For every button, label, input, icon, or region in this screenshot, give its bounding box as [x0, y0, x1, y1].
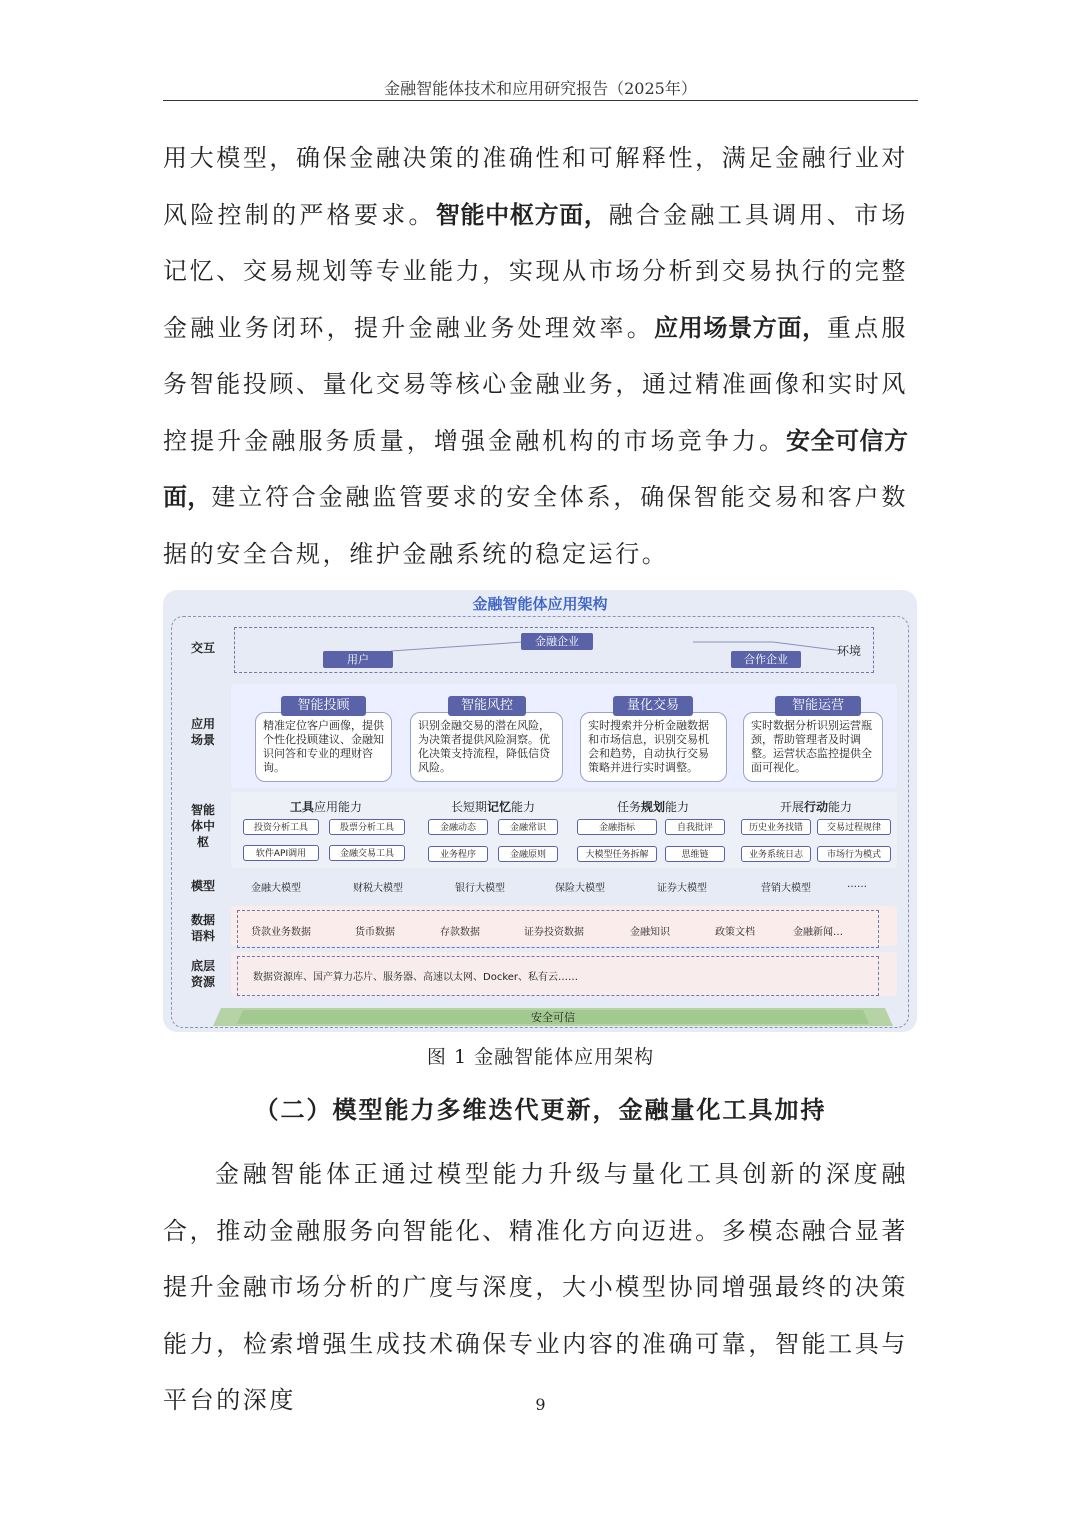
capability-chip: 投资分析工具 — [243, 819, 319, 835]
capability-chip: 金融交易工具 — [329, 845, 405, 861]
cap-pre: 开展 — [779, 800, 804, 814]
data-item: 政策文档 — [715, 927, 755, 938]
capability-chip: 业务系统日志 — [741, 846, 811, 862]
scenario-title: 智能风控 — [448, 696, 526, 716]
p1-text-3: 重点服务智能投顾、量化交易等核心金融业务，通过精准画像和实时风控提升金融服务质量，增强金融机构的市场竞争力。 — [163, 313, 908, 455]
capability-chip: 软件API调用 — [243, 845, 319, 861]
cap-post: 能力 — [665, 800, 690, 814]
scenario-box: 精准定位客户画像，提供个性化投顾建议、金融知识问答和专业的理财咨询。 — [255, 712, 392, 782]
page-number: 9 — [535, 1395, 546, 1414]
scenario-box: 实时搜索并分析金融数据和市场信息，识别交易机会和趋势，自动执行交易策略并进行实时调整。 — [580, 712, 727, 782]
header-divider — [163, 100, 918, 101]
scenario-title: 量化交易 — [613, 696, 693, 716]
capability-title-memory — [408, 798, 578, 815]
row-label-model: 模型 — [190, 879, 215, 893]
cap-pre: 长短期 — [450, 800, 487, 814]
cap-pre: 任务 — [616, 800, 641, 814]
data-item: 货币数据 — [355, 927, 395, 938]
section-heading: （二）模型能力多维迭代更新，金融量化工具加持 — [254, 1096, 827, 1124]
figure-title: 金融智能体应用架构 — [472, 595, 608, 613]
model-row — [163, 879, 917, 895]
figure-caption: 图 1 金融智能体应用架构 — [426, 1046, 655, 1068]
capability-title-action — [731, 798, 901, 815]
user-pill: 用户 — [323, 651, 393, 668]
row-label-infra: 底层资源 — [190, 959, 215, 989]
scenario-title: 智能投顾 — [281, 696, 366, 716]
enterprise-pill: 金融企业 — [521, 633, 593, 650]
cap-bold: 工具 — [289, 800, 314, 814]
cap-post: 能力 — [511, 800, 536, 814]
scenario-box: 识别金融交易的潜在风险，为决策者提供风险洞察。优化决策支持流程，降低信贷风险。 — [410, 712, 563, 782]
cap-post: 应用能力 — [314, 800, 363, 814]
capability-chip: 金融动态 — [428, 819, 488, 835]
model-item: …… — [847, 879, 867, 890]
p1-bold-hub: 智能中枢方面， — [435, 200, 609, 229]
p1-bold-scenarios: 应用场景方面， — [654, 313, 827, 342]
data-row — [163, 923, 917, 937]
p1-text-2: 融合金融工具调用、市场记忆、交易规划等专业能力，实现从市场分析到交易执行的完整金融业务闭环，提升金融业务处理效率。 — [163, 200, 909, 342]
body-paragraph-2: 金融智能体正通过模型能力升级与量化工具创新的深度融合，推动金融服务向智能化、精准化方向迈进。多模态融合显著提升金融市场分析的广度与深度，大小模型协同增强最终的决策能力，检索增强生成技术确保专业内容的准确可靠，智能工具与平台的深度 — [163, 1160, 908, 1414]
capability-chip: 股票分析工具 — [329, 819, 405, 835]
cap-bold: 规划 — [640, 800, 665, 814]
cap-post: 能力 — [828, 800, 853, 814]
infra-text: 数据资源库、国产算力芯片、服务器、高速以太网、Docker、私有云…… — [253, 972, 579, 983]
architecture-figure — [163, 590, 917, 1032]
capability-chip: 金融指标 — [577, 819, 657, 835]
data-item: 存款数据 — [440, 927, 480, 938]
model-item: 营销大模型 — [761, 883, 811, 894]
partner-pill: 合作企业 — [731, 651, 801, 668]
p1-text-4: 建立符合金融监管要求的安全体系，确保智能交易和客户数据的安全合规，维护金融系统的稳定运行。 — [163, 483, 908, 568]
data-item: 贷款业务数据 — [251, 927, 311, 938]
scenario-box: 实时数据分析识别运营瓶颈，帮助管理者及时调整。运营状态监控提供全面可视化。 — [743, 712, 883, 782]
cap-bold: 记忆 — [486, 800, 511, 814]
row-label-hub: 智能体中枢 — [191, 803, 216, 849]
capability-title-planning — [568, 798, 738, 815]
capability-chip: 自我批评 — [665, 819, 725, 835]
capability-chip: 市场行为模式 — [817, 846, 891, 862]
capability-chip: 金融常识 — [498, 819, 558, 835]
p1-text-1: 用大模型，确保金融决策的准确性和可解释性，满足金融行业对风险控制的严格要求。 — [163, 144, 908, 229]
model-item: 保险大模型 — [555, 883, 605, 894]
data-item: 金融新闻… — [793, 927, 843, 938]
data-item: 金融知识 — [630, 927, 670, 938]
row-label-scenarios: 应用场景 — [190, 717, 215, 747]
capability-title-tool — [241, 798, 411, 815]
model-item: 银行大模型 — [455, 883, 505, 894]
security-label: 安全可信 — [531, 1011, 575, 1024]
model-item: 财税大模型 — [353, 883, 403, 894]
capability-chip: 金融原则 — [498, 846, 558, 862]
data-item: 证券投资数据 — [524, 927, 584, 938]
capability-chip: 思维链 — [665, 846, 725, 862]
capability-chip: 业务程序 — [428, 846, 488, 862]
capability-chip: 交易过程规律 — [817, 819, 891, 835]
p1-bold-security: 安全可信方面， — [163, 426, 909, 511]
running-header: 金融智能体技术和应用研究报告（2025年） — [384, 79, 697, 98]
row-label-interaction: 交互 — [190, 641, 215, 655]
model-item: 证券大模型 — [657, 883, 707, 894]
row-label-data: 数据语料 — [190, 913, 215, 943]
capability-chip: 大模型任务拆解 — [577, 846, 657, 862]
capability-chip: 历史业务找错 — [741, 819, 811, 835]
cap-bold: 行动 — [803, 800, 828, 814]
environment-label: 环境 — [837, 644, 862, 658]
model-item: 金融大模型 — [251, 883, 301, 894]
body-paragraph-1 — [163, 130, 908, 582]
scenario-title: 智能运营 — [775, 696, 861, 716]
